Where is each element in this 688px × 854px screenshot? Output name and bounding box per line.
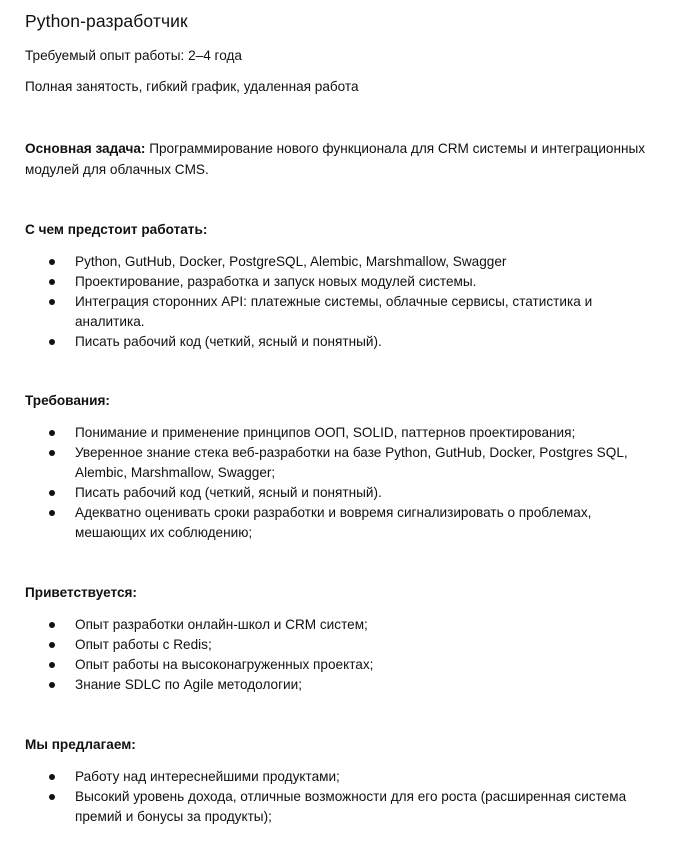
list-item-text: Работу над интереснейшими продуктами; [75,769,340,784]
list-item [25,767,665,787]
bullet-icon [49,510,55,516]
list-item-text: Python, GutHub, Docker, PostgreSQL, Alembic, Marshmallow, Swagger [75,254,507,269]
list-item-text: Интеграция сторонних API: платежные системы, облачные сервисы, статистика и аналитика. [75,294,593,329]
bullet-icon [49,794,55,800]
list-item [25,332,665,352]
list-item [25,675,665,695]
bullet-list [25,252,665,352]
list-item [25,483,665,503]
list-item [25,443,665,483]
section-offer [25,735,665,827]
section-requirements [25,391,665,543]
list-item [25,292,665,332]
bullet-icon [49,622,55,628]
bullet-icon [49,450,55,456]
section-welcome [25,583,665,695]
bullet-list [25,767,665,827]
section-work-stack [25,220,665,352]
list-item-text: Опыт разработки онлайн-школ и CRM систем; [75,617,368,632]
job-posting-document [25,8,665,827]
bullet-list [25,423,665,543]
list-item-text: Писать рабочий код (четкий, ясный и понятный). [75,334,382,349]
list-item-text: Писать рабочий код (четкий, ясный и понятный). [75,485,382,500]
list-item-text: Уверенное знание стека веб-разработки на базе Python, GutHub, Docker, Postgres SQL, Alembic, Marshmallow, Swagger; [75,445,628,480]
list-item [25,423,665,443]
bullet-icon [49,279,55,285]
list-item-text: Знание SDLC по Agile методологии; [75,677,303,692]
bullet-icon [49,299,55,305]
list-item [25,615,665,635]
bullet-list [25,615,665,695]
list-item [25,635,665,655]
list-item-text: Опыт работы на высоконагруженных проектах; [75,657,374,672]
bullet-icon [49,339,55,345]
employment-type: Полная занятость, гибкий график, удаленная работа [25,79,359,94]
experience-requirement: Требуемый опыт работы: 2–4 года [25,48,242,63]
list-item-text: Опыт работы с Redis; [75,637,212,652]
list-item [25,787,665,827]
list-item [25,252,665,272]
section-heading: Мы предлагаем: [25,737,136,752]
list-item-text: Адекватно оценивать сроки разработки и вовремя сигнализировать о проблемах, мешающих их соблюдению; [75,505,592,540]
bullet-icon [49,642,55,648]
section-heading: Приветствуется: [25,585,137,600]
main-task-label: Основная задача: [25,141,146,156]
list-item [25,272,665,292]
section-heading: Требования: [25,393,110,408]
section-heading: С чем предстоит работать: [25,222,208,237]
list-item-text: Проектирование, разработка и запуск новых модулей системы. [75,274,477,289]
bullet-icon [49,662,55,668]
main-task-text: Программирование нового функционала для CRM системы и интеграционных модулей для облачных CMS. [25,141,646,177]
list-item [25,503,665,543]
list-item-text: Высокий уровень дохода, отличные возможности для его роста (расширенная система премий и бонусы за продукты); [75,789,627,824]
main-task-paragraph [25,138,665,180]
bullet-icon [49,682,55,688]
list-item [25,655,665,675]
bullet-icon [49,430,55,436]
bullet-icon [49,490,55,496]
bullet-icon [49,259,55,265]
bullet-icon [49,774,55,780]
list-item-text: Понимание и применение принципов ООП, SOLID, паттернов проектирования; [75,425,576,440]
page-title: Python-разработчик [25,11,188,31]
